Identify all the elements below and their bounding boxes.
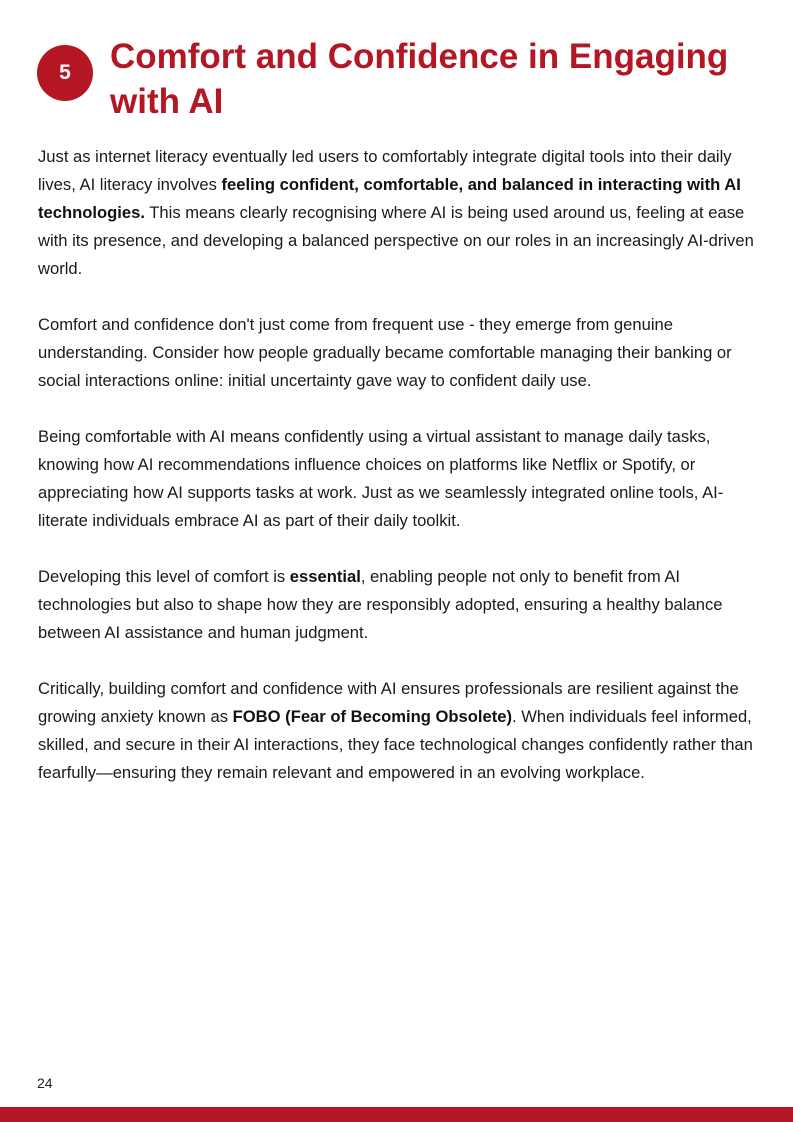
paragraph — [38, 563, 760, 647]
text: Critically, building comfort and confidence with AI ensures professionals are resilient against the growing anxiety known as — [38, 679, 739, 726]
text: Just as internet literacy eventually led users to comfortably integrate digital tools into their daily lives, AI literacy involves — [38, 147, 732, 194]
page-title: Comfort and Confidence in Engaging with AI — [110, 37, 729, 121]
section-number-badge: 5 — [37, 45, 93, 101]
text: This means clearly recognising where AI is being used around us, feeling at ease with its presence, and developing a balanced perspective on our roles in an increasingly AI-driven world. — [38, 203, 754, 278]
page-number: 24 — [37, 1075, 53, 1091]
text: Developing this level of comfort is — [38, 567, 290, 586]
text: . When individuals feel informed, skilled, and secure in their AI interactions, they face technological changes confidently rather than fearfully—ensuring they remain relevant and empowered in an evolving workplace. — [38, 707, 753, 782]
paragraph — [38, 423, 760, 535]
text: Being comfortable with AI means confidently using a virtual assistant to manage daily tasks, knowing how AI recommendations influence choices on platforms like Netflix or Spotify, or appreciating how AI supports tasks at work. Just as we seamlessly integrated online tools, AI-literate individuals embrace AI as part of their daily toolkit. — [38, 427, 724, 530]
paragraph — [38, 143, 760, 283]
paragraph — [38, 675, 760, 787]
footer-bar — [0, 1107, 793, 1122]
paragraph — [38, 311, 760, 395]
bold-text: feeling confident, comfortable, and balanced in interacting with AI technologies. — [38, 175, 741, 222]
text: , enabling people not only to benefit from AI technologies but also to shape how they are responsibly adopted, ensuring a healthy balance between AI assistance and human judgment. — [38, 567, 723, 642]
bold-text: FOBO (Fear of Becoming Obsolete) — [232, 707, 512, 726]
body-text — [38, 143, 760, 815]
bold-text: essential — [289, 567, 361, 586]
text: Comfort and confidence don't just come from frequent use - they emerge from genuine understanding. Consider how people gradually became comfortable managing their banking or social interactions online: initial uncertainty gave way to confident daily use. — [38, 315, 732, 390]
